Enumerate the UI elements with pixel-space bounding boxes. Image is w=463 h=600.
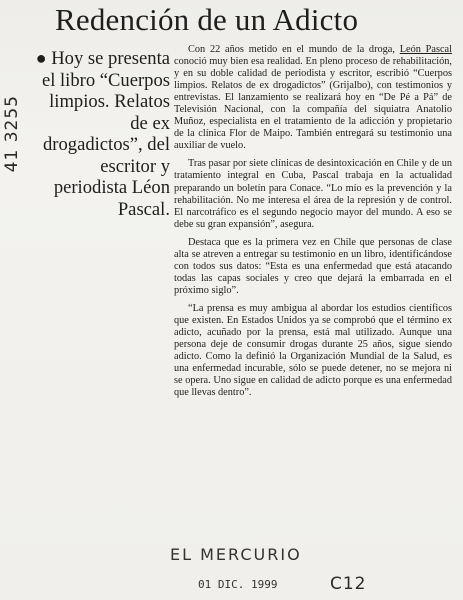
paragraph-2: Tras pasar por siete clínicas de desintoxicación en Chile y de un tratamiento integral en Cuba, Pascal trabaja en la actualidad preparando un boletín para Conace. “Lo mío es la prevención y la rehabilitación. No me interesa el área de la represión y de control. El narcotráfico es el segundo negocio mayor del mundo. A eso se debe su gran expansión”, asegura.	[174, 158, 452, 230]
paragraph-1-rest: conoció muy bien esa realidad. En pleno proceso de rehabilitación, y en su doble calidad de periodista y escritor, escribió “Cuerpos limpios. Relatos de ex drogadictos” (Grijalbo), con testimonios y entrevistas. El lanzamiento se realizará hoy en “De Pé a Pá” de Televisión Nacional, con la compañía del siquiatra Anatolio Muñoz, especialista en el tratamiento de la adicción y propietario de la clínica Flor de Maipo. También entregará su testimonio una auxiliar de vuelo.	[174, 56, 452, 152]
author-name: León Pascal	[399, 44, 452, 55]
newspaper-source: EL MERCURIO	[170, 545, 302, 564]
paragraph-3: Destaca que es la primera vez en Chile que personas de clase alta se atreven a entregar su testimonio en un libro, identificándose con todos sus datos: “Esta es una enfermedad que está atacando todas las capas sociales y creo que dejará la embarrada en el próximo siglo”.	[174, 236, 452, 296]
lead-text: Hoy se presenta el libro “Cuerpos limpios. Relatos de ex drogadictos”, del escritor y periodista Léon Pascal.	[41, 48, 170, 220]
article-body	[174, 44, 452, 405]
bullet-icon: ●	[35, 48, 47, 68]
headline: Redención de un Adicto	[55, 2, 359, 37]
lead-paragraph	[30, 48, 170, 220]
date-stamp: 01 DIC. 1999	[198, 578, 278, 591]
handwritten-archive-number: 41 3255	[2, 95, 22, 173]
paragraph-4: “La prensa es muy ambigua al abordar los estudios científicos que existen. En Estados Unidos ya se comprobó que el término ex adicto, acuñado por la prensa, está mal utilizado. Aunque una persona deje de consumir drogas durante 25 años, sigue siendo adicto. Como la definió la Organización Mundial de la Salud, es una enfermedad incurable, sólo se puede detener, no se mejora ni se opera. Uno sigue en calidad de adicto porque es una enfermedad que llevas dentro”.	[174, 302, 452, 399]
page-code: C12	[330, 574, 367, 594]
paragraph-1	[174, 44, 452, 152]
paragraph-1-start: Con 22 años metido en el mundo de la droga,	[188, 44, 400, 55]
